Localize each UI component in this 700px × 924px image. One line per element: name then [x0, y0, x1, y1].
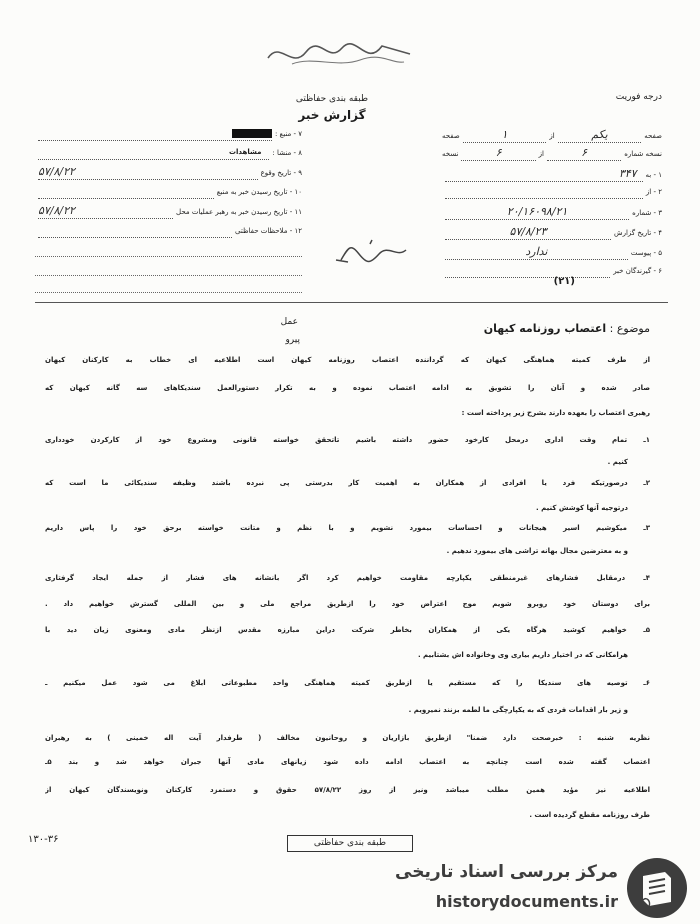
body-line: اعتصاب گفته شده است چنانچه به اعتصاب ادامه داده شود زیانهای مادی آنها جبران خواهد شد و بند ۵ـ	[45, 758, 650, 766]
occurrence-date-field	[35, 165, 302, 180]
date-to-operations-field	[35, 204, 302, 219]
field-value	[38, 127, 272, 141]
field-label: ۸ - منشا :	[272, 149, 302, 157]
body-line: کنیم .	[607, 458, 628, 466]
field-value: ۵۷/۸/۲۲	[38, 166, 258, 180]
body-line: ۵ـ خواهیم کوشید هرگاه یکی از همکاران بخاطر شرکت دراین مبارزه مقدس ازنظر مادی ومعنوی زیان دید با	[45, 626, 650, 634]
field-suffix: صفحه	[442, 132, 460, 140]
handwritten-note	[330, 238, 410, 272]
subject-text: اعتصاب روزنامه کیهان	[483, 322, 607, 335]
classification-top: طبقه بندی حفاظتی	[295, 94, 369, 104]
reference-label: پیرو	[285, 335, 300, 345]
recipients-field	[442, 263, 662, 278]
field-value	[38, 185, 214, 199]
field-value: ۵۷/۸/۲۳	[445, 226, 611, 240]
field-value: یکم	[558, 129, 642, 143]
field-value-2: ۶	[461, 147, 535, 161]
blank-dotted-line	[35, 275, 302, 276]
body-line: ۳ـ میکوشیم اسیر هیجانات و احساسات بیمورد نشویم و با نظم و متانت خواسته برحق خود را پاس داریم	[45, 524, 650, 532]
from-field	[442, 184, 662, 199]
field-value: مشاهدات	[38, 146, 269, 160]
subject-line	[484, 322, 650, 335]
field-label: ۱۲ - ملاحظات حفاظتی	[235, 227, 302, 235]
field-value-2: ۱	[463, 129, 547, 143]
subject-label: موضوع :	[609, 322, 650, 335]
field-value: ۲۰/۱۶۰۹۸/۲۱	[445, 206, 629, 220]
field-value: ۳۴۷	[445, 168, 643, 182]
body-line: صادر شده و آنان را تشویق به ادامه اعتصاب نموده و به تکرار دستورالعمل سندیکاهای سه گانه کیهان که	[45, 384, 650, 392]
body-line: هرامکانی که در اختیار داریم بیاری وی وخانواده اش بشتابیم .	[417, 651, 628, 659]
field-label: ۳ - شماره	[632, 209, 662, 217]
body-line: ۴ـ درمقابل فشارهای غیرمنطقی یکپارچه مقاومت خواهیم کرد اگر بانشانه های فشار از جمله ایجاد گرفتاری	[45, 574, 650, 582]
blank-dotted-line	[35, 292, 302, 293]
redaction-bar	[232, 129, 272, 138]
body-line: طرف روزنامه مقطع گردیده است .	[529, 811, 650, 819]
priority-label: درجه فوریت	[615, 92, 662, 102]
page-number-field	[442, 128, 662, 143]
report-date-field	[442, 225, 662, 240]
source-field	[35, 126, 302, 141]
attachment-field	[442, 245, 662, 260]
field-value	[38, 224, 232, 238]
field-label: ۵ - پیوست	[630, 249, 662, 257]
top-signature	[262, 34, 417, 78]
action-label: عمل	[280, 317, 298, 327]
report-title: گزارش خبر	[298, 108, 366, 122]
field-value	[445, 185, 643, 199]
date-to-source-field	[35, 184, 302, 199]
field-value	[445, 264, 610, 278]
recipients-code: (۲۱)	[553, 276, 575, 287]
field-label: نسخه شماره	[624, 150, 662, 158]
field-suffix: نسخه	[442, 150, 459, 158]
to-field	[442, 167, 662, 182]
field-label: ۱ - به	[645, 171, 662, 179]
field-label: ۱۰ - تاریخ رسیدن خبر به منبع	[216, 188, 302, 196]
classification-bottom: طبقه بندی حفاظتی	[287, 835, 413, 852]
watermark-site: historydocuments.ir	[435, 892, 618, 911]
body-line: درتوجیه آنها کوشش کنیم .	[536, 504, 628, 512]
body-line: برای دوستان خود روبرو شویم موج اعتراض خود را ازطریق مراجع ملی و بین المللی گسترش خواهیم داد .	[45, 600, 650, 608]
document-code: ۱۳۰-۳۶	[28, 834, 59, 845]
field-label: ۷ - منبع :	[274, 130, 302, 138]
field-label: ۶ - گیرندگان خبر	[613, 267, 662, 275]
body-line: نظریه شنبه : خبرصحت دارد ضمنا" ازطریق بازاریان و روحانیون مخالف ( طرفدار آیت اله خمینی ) به رهبران	[45, 734, 650, 742]
watermark-name: مرکز بررسی اسناد تاریخی	[395, 862, 618, 882]
field-separator: از	[538, 150, 544, 158]
field-value: ندارد	[445, 246, 628, 260]
field-value: ۵۷/۸/۲۲	[38, 205, 173, 219]
body-line: و زیر بار اقدامات فردی که به یکپارچگی ما لطمه بزنند نمیرویم .	[408, 706, 628, 714]
origin-field	[35, 145, 302, 160]
body-line: ۶ـ توصیه های سندیکا را که مستقیم یا ازطریق کمیته هماهنگی واحد مطبوعاتی ابلاغ می شود عمل میکنیم ـ	[45, 679, 650, 687]
copy-number-field	[442, 146, 662, 161]
archive-logo-icon	[625, 856, 689, 920]
field-label: ۲ - از	[645, 188, 662, 196]
body-line: ۱ـ تمام وقت اداری درمحل کارخود حضور داشته باشیم تاتحقق خواسته قانونی ومشروع خود از کارکردن خودداری	[45, 436, 650, 444]
field-label: ۹ - تاریخ وقوع	[260, 169, 302, 177]
field-separator: از	[549, 132, 555, 140]
field-value: ۶	[547, 147, 621, 161]
body-line: اطلاعیه نیز مؤید همین مطلب میباشد ونیز از روز ۵۷/۸/۲۲ حقوق و دستمزد کارکنان ونویسندگان کیهان از	[45, 786, 650, 794]
number-field	[442, 205, 662, 220]
blank-dotted-line	[35, 256, 302, 257]
field-label: ۱۱ - تاریخ رسیدن خبر به رهبر عملیات محل	[176, 208, 302, 216]
security-notes-field	[35, 223, 302, 238]
field-label: صفحه	[644, 132, 662, 140]
body-line: ۲ـ درصورتیکه فرد یا افرادی از همکاران به اهمیت کار بدرستی پی نبرده باشند وظیفه سندیکائی ما است که	[45, 479, 650, 487]
body-line: رهبری اعتصاب را بعهده دارند بشرح زیر پرداخته است :	[461, 409, 650, 417]
body-line: از طرف کمیته هماهنگی کیهان که گرداننده اعتصاب روزنامه کیهان است اطلاعیه ای خطاب به کارکنان کیهان	[45, 356, 650, 364]
body-line: و به معترضین مجال بهانه تراشی های بیمورد ندهیم .	[446, 547, 628, 555]
header-divider	[35, 302, 668, 303]
field-label: ۴ - تاریخ گزارش	[614, 229, 662, 237]
